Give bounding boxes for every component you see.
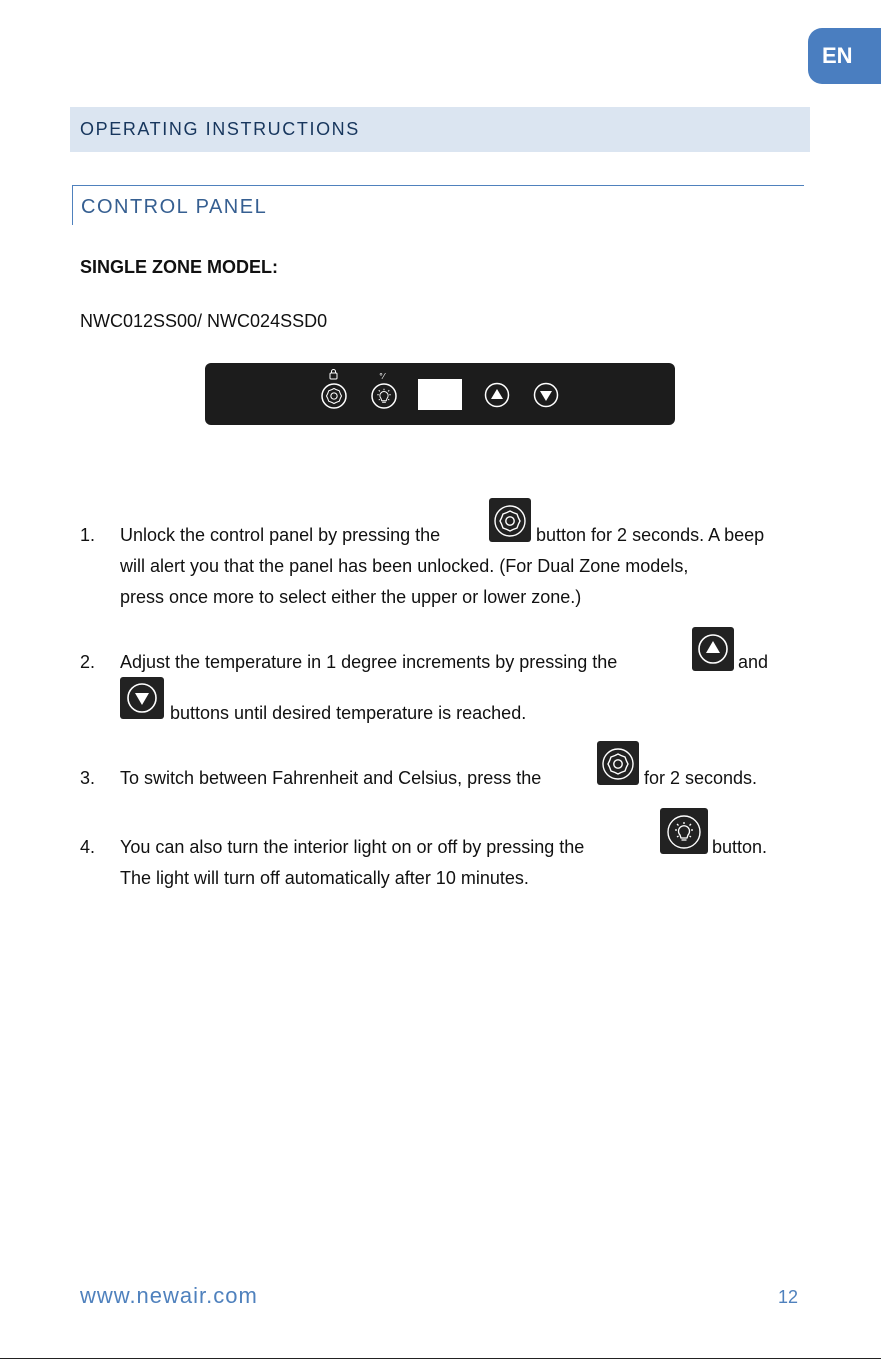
step-text: and	[738, 652, 769, 672]
step-text: button for 2 seconds. A beep	[536, 525, 765, 545]
step-3	[80, 763, 840, 803]
model-numbers: NWC012SS00/ NWC024SSD0	[80, 311, 328, 331]
settings-icon	[489, 498, 531, 542]
up-arrow-icon	[692, 627, 734, 671]
step-text: Unlock the control panel by pressing the	[120, 525, 441, 545]
down-arrow-icon	[533, 382, 559, 408]
step-text: The light will turn off automatically after 10 minutes.	[120, 868, 529, 888]
page-edge-rule	[0, 1358, 881, 1359]
step-text: You can also turn the interior light on or off by pressing the	[120, 837, 585, 857]
step-text: buttons until desired temperature is reached.	[170, 703, 527, 723]
panel-display	[418, 379, 462, 410]
control-panel-image	[205, 363, 675, 425]
model-heading: SINGLE ZONE MODEL:	[80, 257, 278, 277]
light-icon	[368, 369, 400, 415]
section-title: OPERATING INSTRUCTIONS	[80, 119, 360, 139]
panel-settings-button	[318, 369, 350, 415]
step-4	[80, 832, 840, 902]
down-arrow-icon	[120, 677, 164, 719]
step-1	[80, 520, 840, 620]
step-number: 2.	[80, 652, 96, 672]
page-number: 12	[778, 1287, 799, 1307]
panel-up-button	[484, 382, 510, 408]
step-2	[80, 647, 840, 727]
step-text: for 2 seconds.	[644, 768, 758, 788]
step-number: 3.	[80, 768, 96, 788]
language-tab	[808, 28, 881, 84]
subsection-heading	[72, 185, 804, 225]
step-text: press once more to select either the upper or lower zone.)	[120, 587, 582, 607]
light-icon	[660, 808, 708, 854]
website-url[interactable]: www.newair.com	[80, 1283, 258, 1308]
step-number: 4.	[80, 837, 96, 857]
section-heading	[70, 107, 810, 152]
step-text: Adjust the temperature in 1 degree increments by pressing the	[120, 652, 618, 672]
step-text: To switch between Fahrenheit and Celsius, press the	[120, 768, 542, 788]
svg-text:°⁄: °⁄	[379, 372, 385, 381]
panel-down-button	[533, 382, 559, 408]
settings-icon	[597, 741, 639, 785]
step-number: 1.	[80, 525, 96, 545]
subsection-title: CONTROL PANEL	[81, 196, 268, 218]
step-text: button.	[712, 837, 768, 857]
up-arrow-icon	[484, 382, 510, 408]
language-tab-label: EN	[822, 43, 853, 68]
settings-icon	[318, 369, 350, 415]
step-text: will alert you that the panel has been unlocked. (For Dual Zone models,	[120, 556, 689, 576]
panel-light-button	[368, 369, 400, 415]
